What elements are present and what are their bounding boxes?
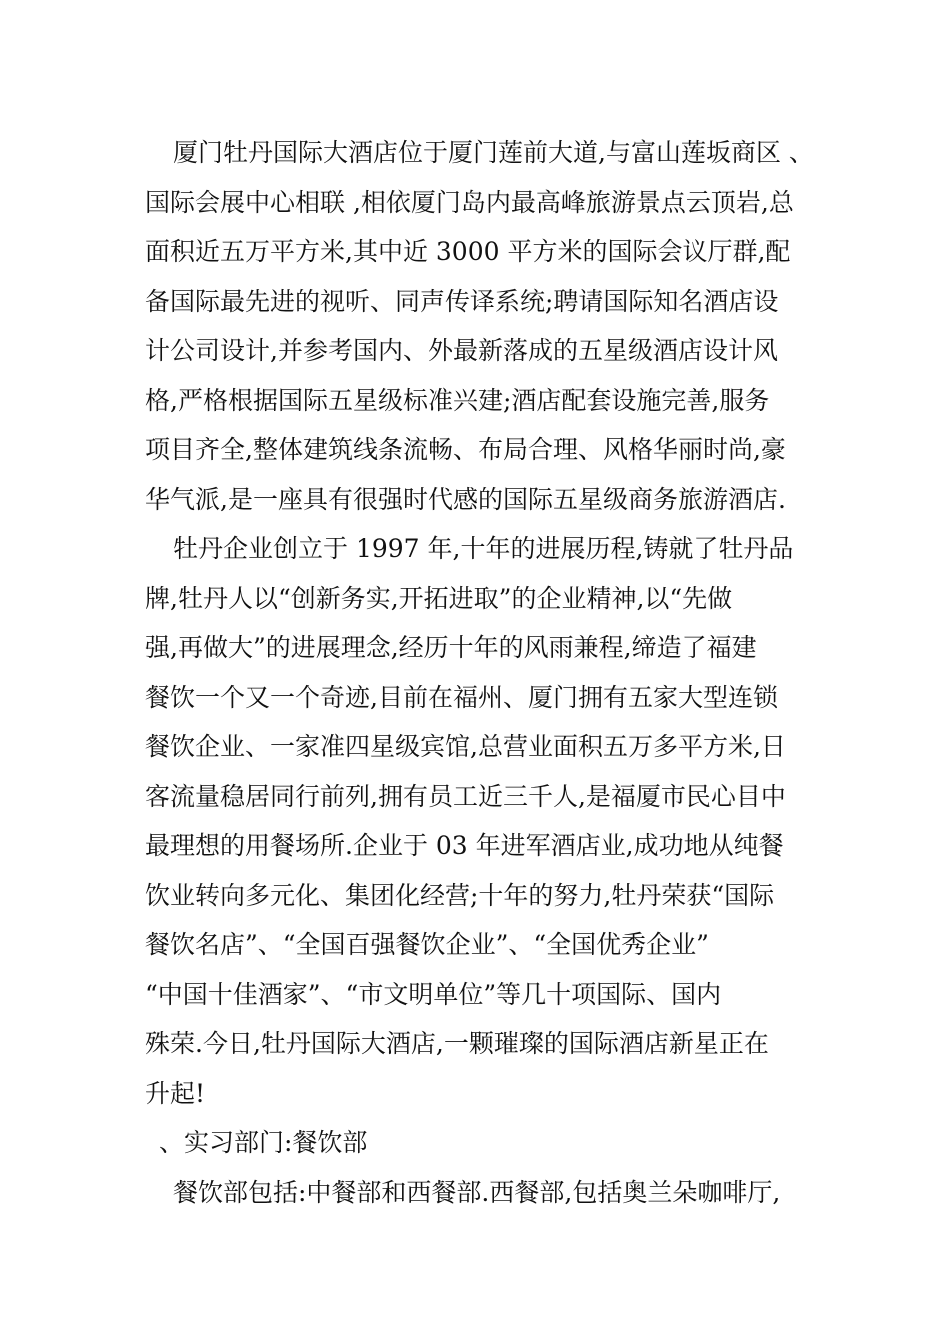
section-heading: 、实习部门:餐饮部	[159, 1128, 368, 1157]
text-line: 客流量稳居同行前列,拥有员工近三千人,是福厦市民心目中	[145, 781, 786, 811]
text-line: 格,严格根据国际五星级标准兴建;酒店配套设施完善,服务	[145, 385, 770, 415]
text-line: 华气派,是一座具有很强时代感的国际五星级商务旅游酒店.	[145, 484, 786, 514]
text-line: 牌,牡丹人以“创新务实,开拓进取”的企业精神,以“先做	[145, 583, 733, 613]
text-line: 饮业转向多元化、集团化经营;十年的努力,牡丹荣获“国际	[145, 880, 775, 910]
text-line: 最理想的用餐场所.企业于 03 年进军酒店业,成功地从纯餐	[145, 831, 784, 860]
document-body	[145, 128, 825, 1217]
text-line: 国际会展中心相联 ,相依厦门岛内最高峰旅游景点云顶岩,总	[145, 187, 794, 217]
text-line: 餐饮部包括:中餐部和西餐部.西餐部,包括奥兰朵咖啡厅,	[173, 1177, 781, 1207]
text-line: 餐饮一个又一个奇迹,目前在福州、厦门拥有五家大型连锁	[145, 682, 778, 712]
text-line: 计公司设计,并参考国内、外最新落成的五星级酒店设计风	[145, 336, 778, 365]
text-line: 殊荣.今日,牡丹国际大酒店,一颗璀璨的国际酒店新星正在	[145, 1029, 769, 1058]
text-line: 面积近五万平方米,其中近 3000 平方米的国际会议厅群,配	[145, 237, 791, 266]
text-line: 餐饮名店”、“全国百强餐饮企业”、“全国优秀企业”	[145, 930, 709, 959]
text-line: 备国际最先进的视听、同声传译系统;聘请国际知名酒店设	[145, 286, 779, 316]
text-line: 牡丹企业创立于 1997 年,十年的进展历程,铸就了牡丹品	[173, 534, 794, 563]
text-line: “中国十佳酒家”、“市文明单位”等几十项国际、国内	[145, 979, 722, 1009]
text-line: 餐饮企业、一家准四星级宾馆,总营业面积五万多平方米,日	[145, 732, 786, 761]
text-line: 升起!	[145, 1078, 206, 1108]
text-line: 厦门牡丹国际大酒店位于厦门莲前大道,与富山莲坂商区 、	[173, 138, 814, 167]
text-line: 项目齐全,整体建筑线条流畅、布局合理、风格华丽时尚,豪	[145, 435, 786, 464]
text-line: 强,再做大”的进展理念,经历十年的风雨兼程,缔造了福建	[145, 633, 757, 662]
